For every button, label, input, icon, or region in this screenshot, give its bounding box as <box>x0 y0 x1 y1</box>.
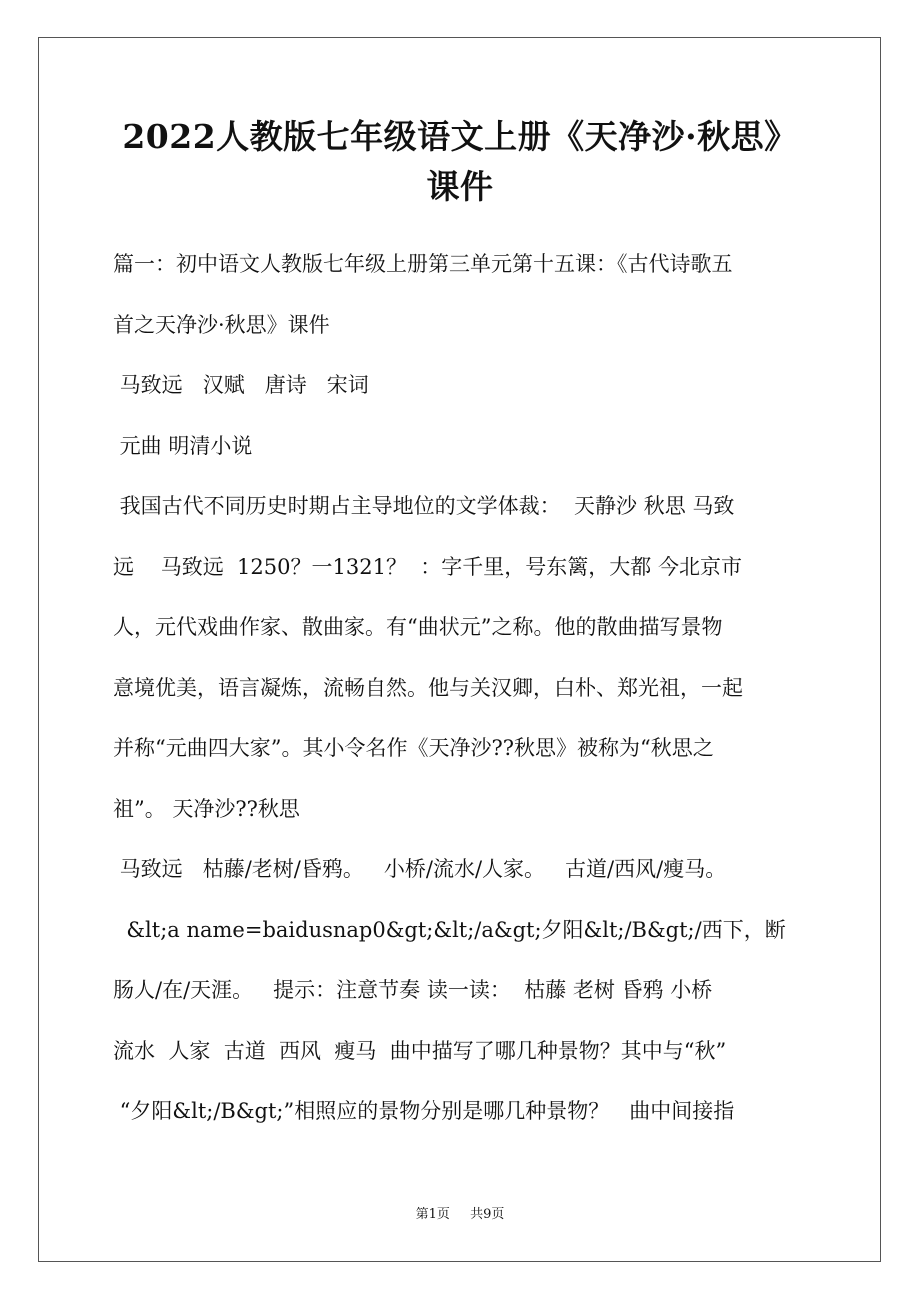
body-line: 流水 人家 古道 西风 瘦马 曲中描写了哪几种景物？其中与“秋” <box>113 1038 727 1063</box>
body-line: “夕阳&lt;/B&gt;”相照应的景物分别是哪几种景物？ 曲中间接指 <box>113 1099 735 1123</box>
body-line: 篇一：初中语文人教版七年级上册第三单元第十五课：《古代诗歌五 <box>113 252 733 276</box>
document-title <box>60 112 860 212</box>
page-footer <box>0 1206 920 1224</box>
body-line: 意境优美，语言凝炼，流畅自然。他与关汉卿，白朴、郑光祖，一起 <box>113 675 743 700</box>
body-line: 马致远 汉赋 唐诗 宋词 <box>113 373 369 397</box>
body-line: 远 马致远 1250？一1321？ ：字千里，号东篱，大都 今北京市 <box>113 554 742 579</box>
body-line: 元曲 明清小说 <box>113 433 253 458</box>
body-line: 并称“元曲四大家”。其小令名作《天净沙??秋思》被称为“秋思之 <box>113 736 714 760</box>
body-line: &lt;a name=baidusnap0&gt;&lt;/a&gt;夕阳&lt;/B&gt;/西下，断 <box>113 917 786 942</box>
body-line: 马致远 枯藤/老树/昏鸦。 小桥/流水/人家。 古道/西风/瘦马。 <box>113 857 727 881</box>
body-line: 肠人/在/天涯。 提示：注意节奏 读一读： 枯藤 老树 昏鸦 小桥 <box>113 978 713 1002</box>
body-line: 祖”。 天净沙??秋思 <box>113 796 300 821</box>
body-line: 我国古代不同历史时期占主导地位的文学体裁： 天静沙 秋思 马致 <box>113 494 735 518</box>
body-line: 首之天净沙·秋思》课件 <box>113 312 330 337</box>
page-total: 共9页 <box>470 1207 505 1222</box>
body-line: 人，元代戏曲作家、散曲家。有“曲状元”之称。他的散曲描写景物 <box>113 615 723 639</box>
title-line-1: 2022人教版七年级语文上册《天净沙·秋思》 <box>122 117 798 156</box>
document-body <box>113 234 813 1142</box>
title-line-2: 课件 <box>426 167 494 206</box>
page-number: 第1页 <box>415 1207 450 1222</box>
